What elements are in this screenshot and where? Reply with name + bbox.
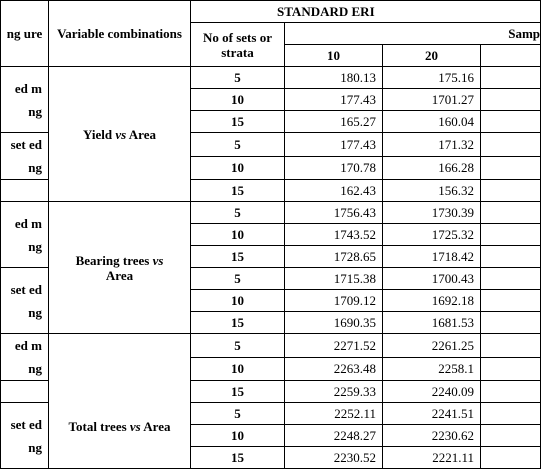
sets-cell: 5	[191, 133, 285, 157]
value-cell	[481, 111, 541, 133]
variable-label: Yield vs Area	[83, 126, 156, 142]
sets-cell: 15	[191, 111, 285, 133]
sets-cell: 10	[191, 224, 285, 246]
sets-cell: 10	[191, 156, 285, 180]
value-cell: 1700.43	[383, 268, 481, 290]
value-cell: 156.32	[383, 180, 481, 202]
sets-cell: 15	[191, 447, 285, 469]
variable-label: Total trees vs Area	[68, 418, 171, 434]
value-cell: 1690.35	[285, 312, 383, 334]
value-cell	[481, 156, 541, 180]
value-cell: 2230.62	[383, 425, 481, 447]
sets-cell: 10	[191, 290, 285, 312]
value-cell	[481, 357, 541, 381]
value-cell	[481, 180, 541, 202]
value-cell: 1701.27	[383, 89, 481, 111]
method-cell: set ed ng	[1, 133, 49, 180]
method-cell-empty	[1, 180, 49, 202]
method-cell: ed m ng	[1, 67, 49, 133]
value-cell: 2240.09	[383, 381, 481, 403]
sets-cell: 10	[191, 357, 285, 381]
value-cell: 2271.52	[285, 334, 383, 358]
header-sample-size-10: 10	[285, 45, 383, 67]
method-cell: ed m ng	[1, 202, 49, 268]
value-cell	[481, 268, 541, 290]
value-cell: 170.78	[285, 156, 383, 180]
value-cell: 2230.52	[285, 447, 383, 469]
sets-cell: 15	[191, 312, 285, 334]
header-sampling-procedure: ng ure	[1, 1, 49, 67]
value-cell	[481, 89, 541, 111]
sets-cell: 5	[191, 334, 285, 358]
sets-cell: 10	[191, 89, 285, 111]
method-cell-empty	[1, 381, 49, 403]
header-no-of-sets: No of sets or strata	[191, 23, 285, 67]
sets-cell: 15	[191, 381, 285, 403]
value-cell: 162.43	[285, 180, 383, 202]
sets-cell: 10	[191, 425, 285, 447]
header-sample-size: Samp	[285, 23, 541, 45]
sets-cell: 5	[191, 268, 285, 290]
sets-cell: 5	[191, 202, 285, 224]
value-cell: 2261.25	[383, 334, 481, 358]
value-cell: 2258.1	[383, 357, 481, 381]
value-cell: 177.43	[285, 89, 383, 111]
value-cell: 1756.43	[285, 202, 383, 224]
value-cell	[481, 246, 541, 268]
value-cell	[481, 403, 541, 425]
variable-label: Bearing trees vs Area	[75, 252, 164, 283]
sets-cell: 15	[191, 180, 285, 202]
header-standard-error: STANDARD ERI	[191, 1, 541, 23]
value-cell: 160.04	[383, 111, 481, 133]
value-cell	[481, 67, 541, 89]
value-cell: 2252.11	[285, 403, 383, 425]
variable-total-trees-vs-area	[49, 334, 191, 469]
method-cell: set ed ng	[1, 268, 49, 334]
value-cell	[481, 425, 541, 447]
value-cell: 1728.65	[285, 246, 383, 268]
value-cell	[481, 290, 541, 312]
header-sample-size-next	[481, 45, 541, 67]
sets-cell: 5	[191, 403, 285, 425]
variable-yield-vs-area	[49, 67, 191, 202]
header-sample-size-20: 20	[383, 45, 481, 67]
value-cell: 1718.42	[383, 246, 481, 268]
value-cell: 177.43	[285, 133, 383, 157]
value-cell: 166.28	[383, 156, 481, 180]
value-cell: 1692.18	[383, 290, 481, 312]
sets-cell: 5	[191, 67, 285, 89]
value-cell: 180.13	[285, 67, 383, 89]
value-cell	[481, 381, 541, 403]
value-cell: 1725.32	[383, 224, 481, 246]
value-cell: 2263.48	[285, 357, 383, 381]
header-variable-combinations: Variable combinations	[49, 1, 191, 67]
value-cell: 175.16	[383, 67, 481, 89]
value-cell: 2248.27	[285, 425, 383, 447]
value-cell: 1709.12	[285, 290, 383, 312]
value-cell: 2259.33	[285, 381, 383, 403]
value-cell	[481, 312, 541, 334]
method-cell: set ed ng	[1, 403, 49, 469]
value-cell	[481, 202, 541, 224]
sets-cell: 15	[191, 246, 285, 268]
value-cell: 2221.11	[383, 447, 481, 469]
value-cell: 1743.52	[285, 224, 383, 246]
value-cell: 165.27	[285, 111, 383, 133]
value-cell: 1730.39	[383, 202, 481, 224]
variable-bearing-trees-vs-area	[49, 202, 191, 334]
value-cell	[481, 133, 541, 157]
value-cell: 2241.51	[383, 403, 481, 425]
value-cell	[481, 224, 541, 246]
value-cell: 1715.38	[285, 268, 383, 290]
value-cell	[481, 334, 541, 358]
value-cell	[481, 447, 541, 469]
value-cell: 1681.53	[383, 312, 481, 334]
method-cell: ed m ng	[1, 334, 49, 381]
value-cell: 171.32	[383, 133, 481, 157]
